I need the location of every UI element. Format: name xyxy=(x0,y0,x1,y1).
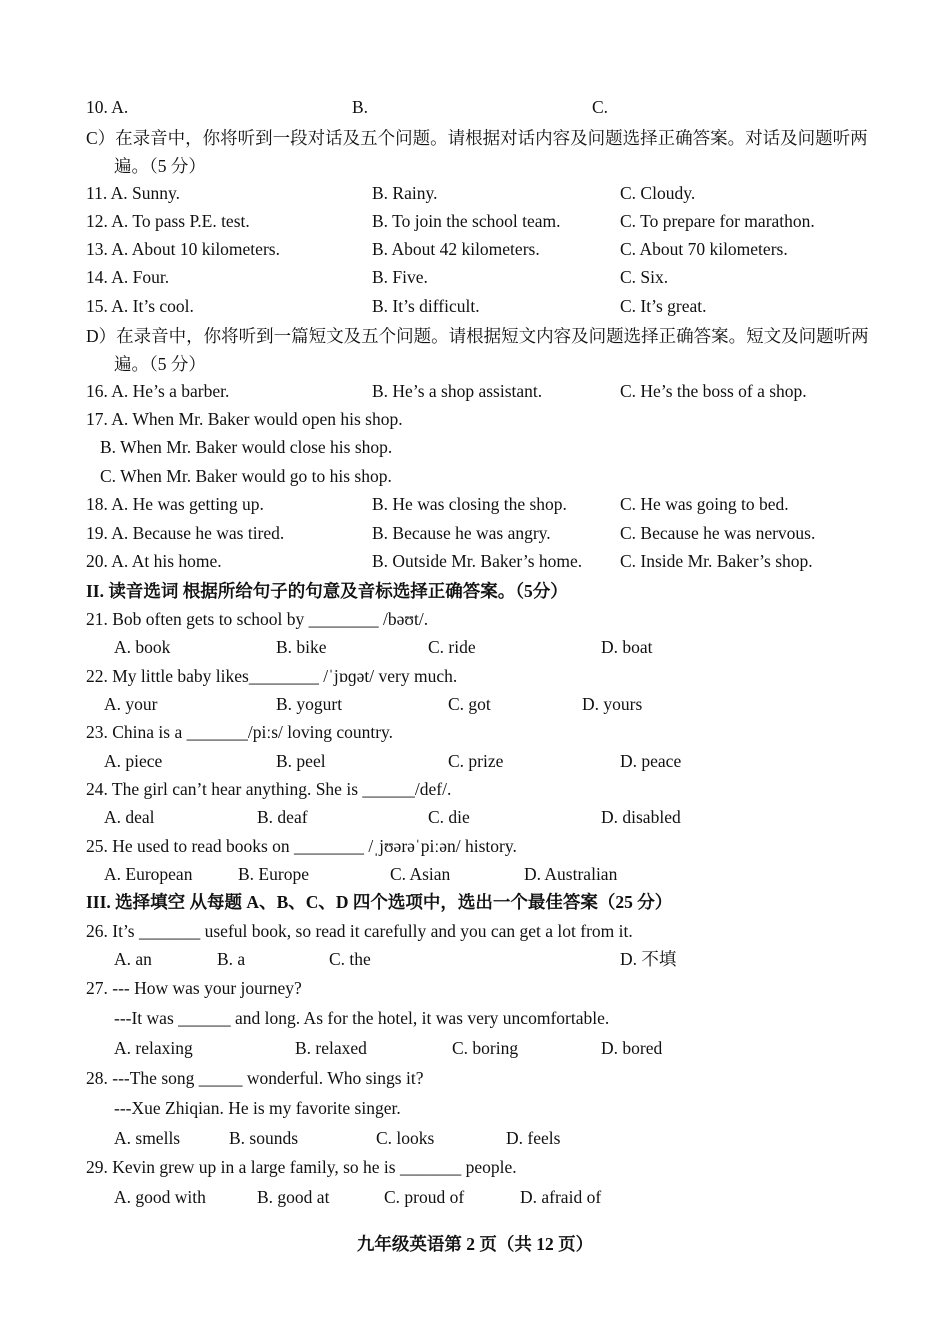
q27-option-a: A. relaxing xyxy=(114,1038,193,1058)
q16-option-c: C. He’s the boss of a shop. xyxy=(620,381,807,401)
q24-option-d: D. disabled xyxy=(601,807,681,827)
q23-option-a: A. piece xyxy=(104,751,163,771)
q27-dialogue-line: ---It was ______ and long. As for the hotel, it was very uncomfortable. xyxy=(114,1008,610,1028)
q26-stem: 26. It’s _______ useful book, so read it carefully and you can get a lot from it. xyxy=(86,921,633,941)
q15-option-b: B. It’s difficult. xyxy=(372,296,480,316)
q11-option-a: 11. A. Sunny. xyxy=(86,183,180,203)
q21-stem: 21. Bob often gets to school by ________ /bəʊt/. xyxy=(86,609,429,629)
q20-option-c: C. Inside Mr. Baker’s shop. xyxy=(620,551,813,571)
q22-option-d: D. yours xyxy=(582,694,643,714)
q28-option-a: A. smells xyxy=(114,1128,181,1148)
q25-option-d: D. Australian xyxy=(524,864,618,884)
q25-option-c: C. Asian xyxy=(390,864,451,884)
q29-option-a: A. good with xyxy=(114,1187,206,1207)
q16-option-b: B. He’s a shop assistant. xyxy=(372,381,543,401)
q22-option-c: C. got xyxy=(448,694,491,714)
q28-option-c: C. looks xyxy=(376,1128,435,1148)
q25-stem: 25. He used to read books on ________ /ˌjʊərəˈpiːən/ history. xyxy=(86,836,517,856)
q28-stem: 28. ---The song _____ wonderful. Who sings it? xyxy=(86,1068,424,1088)
q14-option-b: B. Five. xyxy=(372,267,428,287)
q17-option-a: 17. A. When Mr. Baker would open his shop. xyxy=(86,409,403,429)
q29-stem: 29. Kevin grew up in a large family, so he is _______ people. xyxy=(86,1157,517,1177)
q18-option-b: B. He was closing the shop. xyxy=(372,494,567,514)
q25-option-b: B. Europe xyxy=(238,864,309,884)
q19-option-b: B. Because he was angry. xyxy=(372,523,551,543)
q17-option-c: C. When Mr. Baker would go to his shop. xyxy=(100,466,392,486)
q14-option-a: 14. A. Four. xyxy=(86,267,170,287)
q19-option-a: 19. A. Because he was tired. xyxy=(86,523,285,543)
q21-option-d: D. boat xyxy=(601,637,653,657)
q11-option-c: C. Cloudy. xyxy=(620,183,696,203)
q24-stem: 24. The girl can’t hear anything. She is ______/def/. xyxy=(86,779,452,799)
q15-option-a: 15. A. It’s cool. xyxy=(86,296,194,316)
q27-option-c: C. boring xyxy=(452,1038,519,1058)
q10-option-c: C. xyxy=(592,97,609,117)
q28-option-b: B. sounds xyxy=(229,1128,299,1148)
section-3-heading: III. 选择填空 从每题 A、B、C、D 四个选项中，选出一个最佳答案（25 分） xyxy=(86,892,673,912)
q26-option-d: D. 不填 xyxy=(620,949,677,969)
q29-option-b: B. good at xyxy=(257,1187,330,1207)
section-2-heading: II. 读音选词 根据所给句子的句意及音标选择正确答案。（5分） xyxy=(86,581,568,601)
q26-option-a: A. an xyxy=(114,949,152,969)
page-footer: 九年级英语第 2 页（共 12 页） xyxy=(356,1234,594,1254)
q23-option-d: D. peace xyxy=(620,751,682,771)
q23-option-b: B. peel xyxy=(276,751,326,771)
q26-option-b: B. a xyxy=(217,949,246,969)
q10-option-b: B. xyxy=(352,97,369,117)
q28-option-d: D. feels xyxy=(506,1128,561,1148)
q23-option-c: C. prize xyxy=(448,751,504,771)
q18-option-a: 18. A. He was getting up. xyxy=(86,494,264,514)
q19-option-c: C. Because he was nervous. xyxy=(620,523,816,543)
q14-option-c: C. Six. xyxy=(620,267,669,287)
q21-option-b: B. bike xyxy=(276,637,327,657)
q27-stem: 27. --- How was your journey? xyxy=(86,978,302,998)
q20-option-b: B. Outside Mr. Baker’s home. xyxy=(372,551,583,571)
q29-option-c: C. proud of xyxy=(384,1187,465,1207)
q22-option-a: A. your xyxy=(104,694,158,714)
q21-option-c: C. ride xyxy=(428,637,476,657)
q27-option-b: B. relaxed xyxy=(295,1038,367,1058)
q22-option-b: B. yogurt xyxy=(276,694,343,714)
q12-option-b: B. To join the school team. xyxy=(372,211,561,231)
q16-option-a: 16. A. He’s a barber. xyxy=(86,381,230,401)
q13-option-c: C. About 70 kilometers. xyxy=(620,239,788,259)
q17-option-b: B. When Mr. Baker would close his shop. xyxy=(100,437,393,457)
section-c-instruction: C）在录音中，你将听到一段对话及五个问题。请根据对话内容及问题选择正确答案。对话及问题听两遍。（5 分） xyxy=(86,128,868,176)
q20-option-a: 20. A. At his home. xyxy=(86,551,222,571)
q24-option-a: A. deal xyxy=(104,807,155,827)
q13-option-b: B. About 42 kilometers. xyxy=(372,239,540,259)
q10-label: 10. A. xyxy=(86,97,129,117)
q27-option-d: D. bored xyxy=(601,1038,663,1058)
q26-option-c: C. the xyxy=(329,949,371,969)
q18-option-c: C. He was going to bed. xyxy=(620,494,789,514)
q12-option-c: C. To prepare for marathon. xyxy=(620,211,815,231)
q23-stem: 23. China is a _______/piːs/ loving country. xyxy=(86,722,394,742)
section-d-instruction: D）在录音中，你将听到一篇短文及五个问题。请根据短文内容及问题选择正确答案。短文及问题听两遍。（5 分） xyxy=(86,326,869,374)
q12-option-a: 12. A. To pass P.E. test. xyxy=(86,211,250,231)
q21-option-a: A. book xyxy=(114,637,171,657)
q24-option-c: C. die xyxy=(428,807,470,827)
q28-dialogue-line: ---Xue Zhiqian. He is my favorite singer. xyxy=(114,1098,401,1118)
q15-option-c: C. It’s great. xyxy=(620,296,707,316)
q24-option-b: B. deaf xyxy=(257,807,308,827)
q11-option-b: B. Rainy. xyxy=(372,183,438,203)
q29-option-d: D. afraid of xyxy=(520,1187,602,1207)
q25-option-a: A. European xyxy=(104,864,193,884)
q22-stem: 22. My little baby likes________ /ˈjɒɡət/ very much. xyxy=(86,666,458,686)
q13-option-a: 13. A. About 10 kilometers. xyxy=(86,239,280,259)
